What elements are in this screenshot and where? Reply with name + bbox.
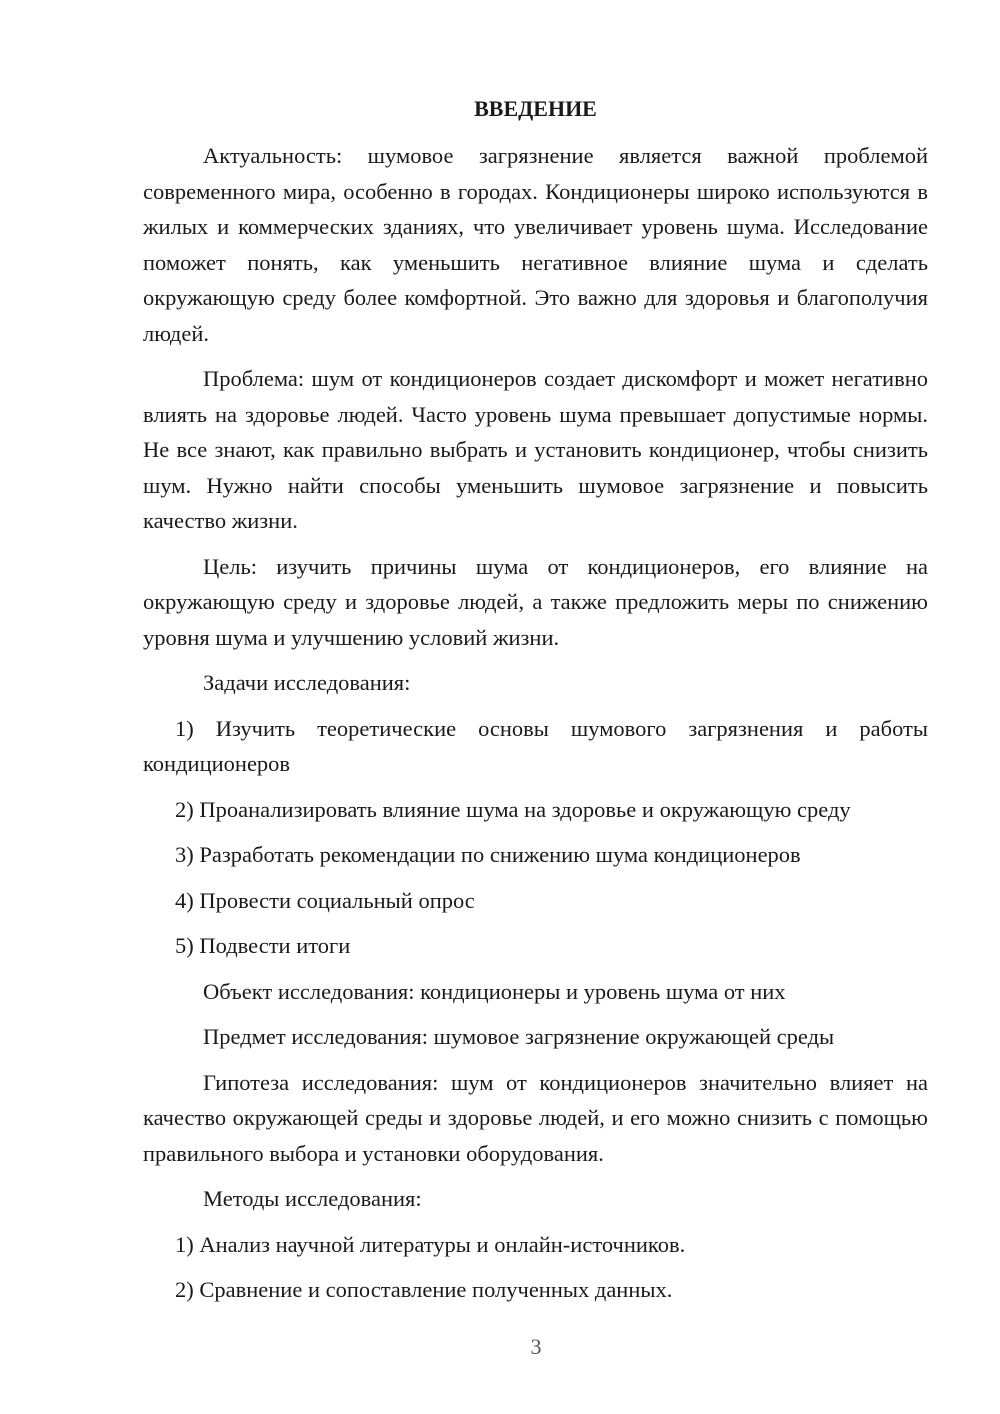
research-subject: Предмет исследования: шумовое загрязнение окружающей среды — [203, 1024, 835, 1049]
paragraph-goal: Цель: изучить причины шума от кондиционеров, его влияние на окружающую среду и здоровье людей, а также предложить меры по снижению уровня шума и улучшению условий жизни. — [143, 553, 928, 650]
tasks-heading: Задачи исследования: — [203, 670, 411, 695]
task-item-5: 5) Подвести итоги — [175, 933, 351, 958]
section-title: ВВЕДЕНИЕ — [474, 96, 597, 121]
paragraph-relevance: Актуальность: шумовое загрязнение является важной проблемой современного мира, особенно в городах. Кондиционеры широко используются в жилых и коммерческих зданиях, что увеличивает уровень шума. Исследование поможет понять, как уменьшить негативное влияние шума и сделать окружающую среду более комфортной. Это важно для здоровья и благополучия людей. — [143, 143, 928, 346]
task-item-1: 1) Изучить теоретические основы шумового загрязнения и работы кондиционеров — [143, 715, 928, 776]
paragraph-problem: Проблема: шум от кондиционеров создает дискомфорт и может негативно влиять на здоровье людей. Часто уровень шума превышает допустимые нормы. Не все знают, как правильно выбрать и установить кондиционер, чтобы снизить шум. Нужно найти способы уменьшить шумовое загрязнение и повысить качество жизни. — [143, 366, 928, 533]
research-hypothesis: Гипотеза исследования: шум от кондиционеров значительно влияет на качество окружающей среды и здоровье людей, и его можно снизить с помощью правильного выбора и установки оборудования. — [143, 1069, 928, 1166]
page-content — [143, 94, 928, 1318]
task-item-2: 2) Проанализировать влияние шума на здоровье и окружающую среду — [175, 796, 851, 822]
task-item-3: 3) Разработать рекомендации по снижению шума кондиционеров — [175, 842, 801, 867]
method-item-1: 1) Анализ научной литературы и онлайн-источников. — [175, 1231, 686, 1257]
research-object: Объект исследования: кондиционеры и уровень шума от них — [203, 978, 786, 1004]
methods-heading: Методы исследования: — [203, 1186, 422, 1211]
page-number: 3 — [530, 1334, 542, 1359]
method-item-2: 2) Сравнение и сопоставление полученных данных. — [175, 1277, 673, 1302]
task-item-4: 4) Провести социальный опрос — [175, 887, 475, 913]
